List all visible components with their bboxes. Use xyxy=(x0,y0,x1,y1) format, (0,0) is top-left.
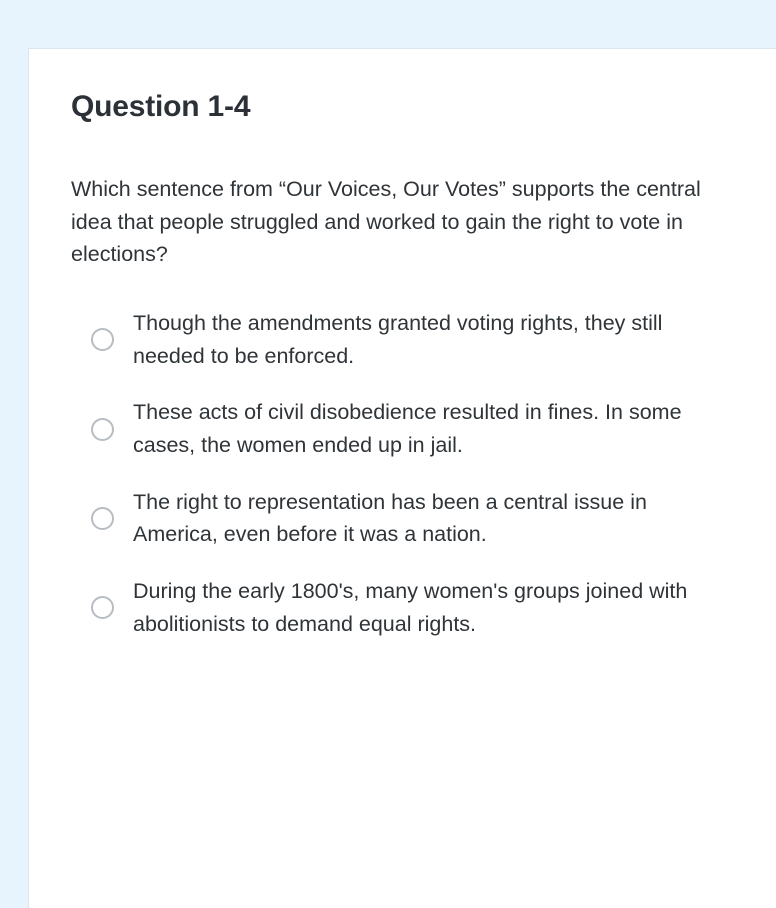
radio-unselected-icon[interactable] xyxy=(91,418,114,441)
answer-option-d-label: During the early 1800's, many women's groups joined with abolitionists to demand equal rights. xyxy=(133,579,688,636)
question-card xyxy=(28,48,776,908)
answer-option-a[interactable] xyxy=(71,307,746,372)
page-title: Question 1-4 xyxy=(71,90,251,123)
radio-wrap-b[interactable] xyxy=(71,418,133,441)
answer-option-a-label: Though the amendments granted voting rights, they still needed to be enforced. xyxy=(133,311,663,368)
answer-option-c[interactable] xyxy=(71,486,746,551)
radio-wrap-a[interactable] xyxy=(71,328,133,351)
answer-option-d[interactable] xyxy=(71,575,746,640)
radio-unselected-icon[interactable] xyxy=(91,596,114,619)
radio-wrap-c[interactable] xyxy=(71,507,133,530)
radio-unselected-icon[interactable] xyxy=(91,507,114,530)
answer-option-b[interactable] xyxy=(71,396,746,461)
answer-options-list xyxy=(71,307,746,640)
answer-option-c-label: The right to representation has been a central issue in America, even before it was a nation. xyxy=(133,489,647,547)
question-prompt: Which sentence from “Our Voices, Our Votes” supports the central idea that people struggled and worked to gain the right to vote in elections? xyxy=(71,177,701,267)
radio-wrap-d[interactable] xyxy=(71,596,133,619)
radio-unselected-icon[interactable] xyxy=(91,328,114,351)
answer-option-b-label: These acts of civil disobedience resulted in fines. In some cases, the women ended up in jail. xyxy=(133,400,682,458)
